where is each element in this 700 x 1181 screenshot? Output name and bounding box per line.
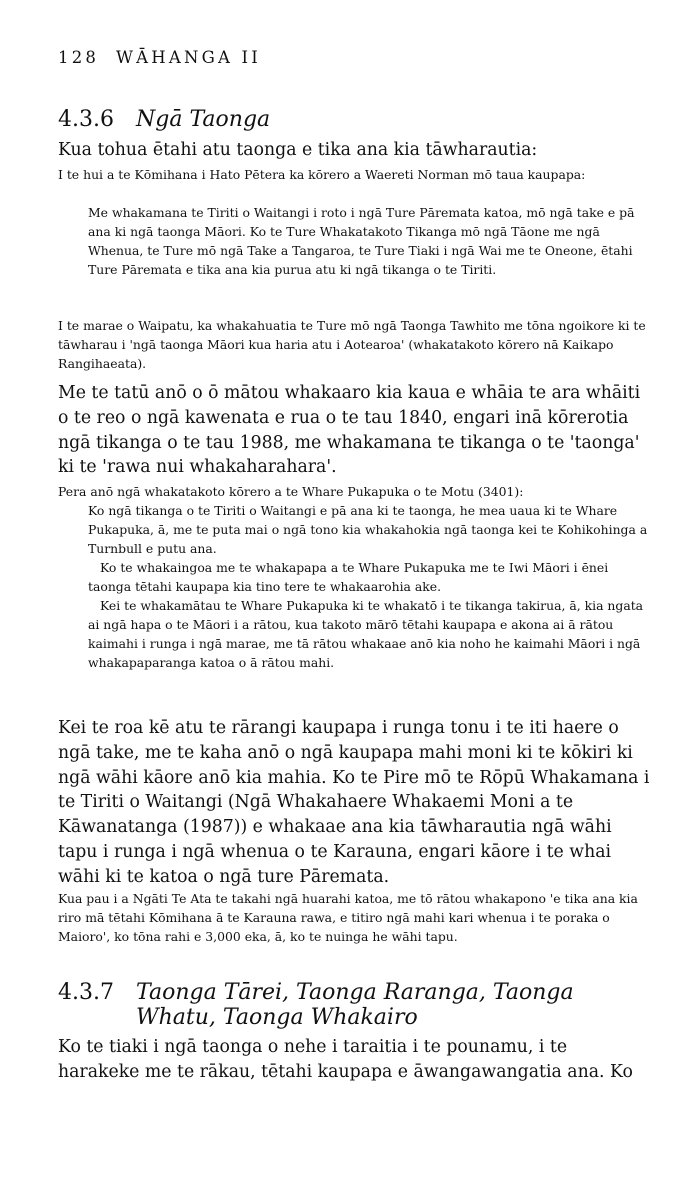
section-number: 4.3.7	[58, 980, 114, 1005]
section-title: Ngā Taonga	[136, 107, 271, 132]
block-quote-library	[88, 501, 652, 672]
legislation-paragraph: Kei te roa kē atu te rārangi kaupapa i runga tonu i te iti haere o ngā take, me te kaha anō o ngā kaupapa mahi moni ki te kōkiri ki ngā wāhi kāore anō kia mahia. Ko te Pire mō te Rōpū Whakamana i te Tiriti o Waitangi (Ngā Whakahaere Whakaemi Moni a te Kāwanatanga (1987)) e whakaae ana kia tāwharautia ngā wāhi tapu i runga i ngā whenua o te Karauna, engari kāore i te whai wāhi ki te katoa o ngā ture Pāremata.	[58, 718, 650, 887]
section-heading-4-3-6	[58, 107, 270, 133]
section-heading-4-3-7	[58, 980, 656, 1030]
conclusion-paragraph: Me te tatū anō o ō mātou whakaaro kia kaua e whāia te ara whāiti o te reo o ngā kawenata e rua o te tau 1840, engari inā kōrerotia ngā tikanga o te tau 1988, me whakamana te tikanga o te 'taonga' ki te 'rawa nui whakaharahara'.	[58, 383, 641, 478]
section-number: 4.3.6	[58, 107, 114, 132]
national-library-intro: Pera anō ngā whakatakoto kōrero a te Whare Pukapuka o te Motu (3401):	[58, 484, 524, 499]
taonga-paragraph: Ko te tiaki i ngā taonga o nehe i taraitia i te pounamu, i te harakeke me te rākau, tētahi kaupapa e āwangawangatia ana. Ko	[58, 1037, 633, 1082]
running-header	[58, 48, 261, 67]
page-number: 128	[58, 48, 100, 67]
block-quote-norman: Me whakamana te Tiriti o Waitangi i roto i ngā Ture Pāremata katoa, mō ngā take e pā ana ki ngā taonga Māori. Ko te Ture Whakatakoto Tikanga mō ngā Tāone me ngā Whenua, te Ture mō ngā Take a Tangaroa, te Ture Tiaki i ngā Wai me te Oneone, ētahi Ture Pāremata e tika ana kia purua atu ki ngā tikanga o te Tiriti.	[88, 205, 635, 277]
waipatu-paragraph: I te marae o Waipatu, ka whakahuatia te Ture mō ngā Taonga Tawhito me tōna ngoikore ki te tāwharau i 'ngā taonga Māori kua haria atu i Aotearoa' (whakatakoto kōrero nā Kaikapo Rangihaeata).	[58, 318, 646, 371]
running-title: WĀHANGA II	[115, 48, 261, 67]
intro-paragraph: I te hui a te Kōmihana i Hato Pētera ka kōrero a Waereti Norman mō taua kaupapa:	[58, 167, 586, 182]
section-title: Taonga Tārei, Taonga Raranga, Taonga Whatu, Taonga Whakairo	[136, 980, 574, 1030]
ngati-te-ata-paragraph: Kua pau i a Ngāti Te Ata te takahi ngā huarahi katoa, me tō rātou whakapono 'e tika ana kia riro mā tētahi Kōmihana ā te Karauna rawa, e titiro ngā mahi kari whenua i te poraka o Maioro', ko tōna rahi e 3,000 eka, ā, ko te nuinga he wāhi tapu.	[58, 891, 638, 944]
quote-paragraph: Kei te whakamātau te Whare Pukapuka ki te whakatō i te tikanga takirua, ā, kia ngata ai ngā hapa o te Māori i a rātou, kua takoto mārō tētahi kaupapa e akona ai ā rātou kaimahi i runga i ngā marae, me tā rātou whakaae anō kia noho he kaimahi Māori i ngā whakapaparanga katoa o ā rātou mahi.	[88, 598, 644, 670]
quote-paragraph: Ko ngā tikanga o te Tiriti o Waitangi e pā ana ki te taonga, he mea uaua ki te Whare Pukapuka, ā, me te puta mai o ngā tono kia whakahokia ngā taonga kei te Kohikohinga a Turnbull e putu ana.	[88, 503, 648, 556]
lead-sentence: Kua tohua ētahi atu taonga e tika ana kia tāwharautia:	[58, 140, 538, 160]
quote-paragraph: Ko te whakaingoa me te whakapapa a te Whare Pukapuka me te Iwi Māori i ēnei taonga tētahi kaupapa kia tino tere te whakaarohia ake.	[88, 560, 609, 594]
